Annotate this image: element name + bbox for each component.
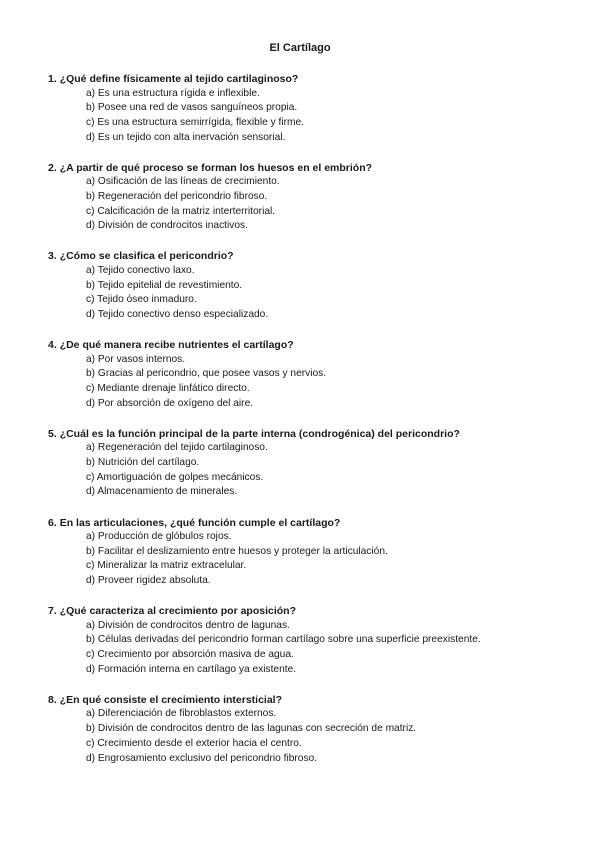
option-a: a) Diferenciación de fibroblastos externos. [86, 708, 277, 720]
option-a: a) Producción de glóbulos rojos. [86, 531, 232, 543]
question-text: ¿De qué manera recibe nutrientes el cartílago? [59, 339, 294, 352]
question [48, 427, 568, 500]
question-text: ¿Cuál es la función principal de la parte interna (condrogénica) del pericondrio? [59, 427, 460, 440]
option-c: c) Crecimiento por absorción masiva de agua. [86, 649, 294, 661]
question [48, 161, 568, 234]
option-a: a) Es una estructura rígida e inflexible. [86, 87, 260, 99]
option-list [48, 619, 568, 678]
option-d: d) Proveer rigidez absoluta. [86, 575, 211, 587]
option-d: d) División de condrocitos inactivos. [86, 220, 248, 232]
question-heading [48, 516, 568, 531]
option-list [48, 87, 568, 146]
option-a: a) Osificación de las líneas de crecimiento. [86, 176, 280, 188]
question-number: 7. [48, 605, 57, 618]
question-text: ¿En qué consiste el crecimiento intersticial? [59, 693, 283, 706]
page-title: El Cartílago [269, 42, 331, 54]
option-d: d) Engrosamiento exclusivo del pericondrio fibroso. [86, 752, 318, 764]
option-a: a) Regeneración del tejido cartilaginoso. [86, 442, 268, 454]
question-number: 1. [48, 73, 57, 85]
option-d: d) Formación interna en cartílago ya existente. [86, 663, 297, 675]
option-b: b) Facilitar el deslizamiento entre huesos y proteger la articulación. [86, 545, 388, 557]
question [48, 516, 568, 589]
option-list [48, 441, 568, 500]
option-list [48, 353, 568, 412]
question-heading [48, 72, 568, 87]
option-d: d) Almacenamiento de minerales. [86, 486, 238, 498]
option-list [48, 530, 568, 589]
option-b: b) Nutrición del cartílago. [86, 457, 200, 469]
option-c: c) Mediante drenaje linfático directo. [86, 383, 250, 395]
question [48, 338, 568, 411]
option-a: a) División de condrocitos dentro de lagunas. [86, 619, 290, 631]
question-text: ¿Qué define físicamente al tejido cartilaginoso? [59, 73, 299, 85]
question-heading [48, 693, 568, 708]
question-heading [48, 338, 568, 353]
option-c: c) Calcificación de la matriz interterritorial. [86, 205, 276, 217]
question-number: 4. [48, 339, 57, 352]
option-c: c) Mineralizar la matriz extracelular. [86, 560, 247, 572]
option-b: b) Células derivadas del pericondrio forman cartílago sobre una superficie preexistente. [86, 634, 481, 646]
question [48, 693, 568, 766]
question-number: 2. [48, 161, 57, 174]
option-b: b) Gracias al pericondrio, que posee vasos y nervios. [86, 368, 327, 380]
option-b: b) Posee una red de vasos sanguíneos propia. [86, 102, 298, 114]
question-text: En las articulaciones, ¿qué función cumple el cartílago? [59, 516, 341, 529]
question-number: 5. [48, 427, 57, 440]
question-text: ¿A partir de qué proceso se forman los huesos en el embrión? [59, 161, 373, 174]
question [48, 72, 568, 145]
option-b: b) Tejido epitelial de revestimiento. [86, 279, 243, 291]
option-d: d) Tejido conectivo denso especializado. [86, 309, 269, 321]
option-d: d) Es un tejido con alta inervación sensorial. [86, 131, 286, 143]
question-heading [48, 427, 568, 442]
option-list [48, 707, 568, 766]
question-list [48, 72, 568, 782]
option-list [48, 264, 568, 323]
question-heading [48, 161, 568, 176]
option-a: a) Por vasos internos. [86, 353, 186, 365]
option-c: c) Amortiguación de golpes mecánicos. [86, 471, 264, 483]
question-heading [48, 604, 568, 619]
question-number: 8. [48, 693, 57, 706]
question-text: ¿Qué caracteriza al crecimiento por aposición? [59, 605, 297, 618]
question [48, 604, 568, 677]
option-b: b) División de condrocitos dentro de las lagunas con secreción de matriz. [86, 723, 417, 735]
option-c: c) Tejido óseo inmaduro. [86, 294, 197, 306]
question-heading [48, 249, 568, 264]
option-a: a) Tejido conectivo laxo. [86, 264, 195, 276]
option-list [48, 175, 568, 234]
question-text: ¿Cómo se clasifica el pericondrio? [59, 250, 234, 263]
option-d: d) Por absorción de oxígeno del aire. [86, 397, 254, 409]
question-number: 3. [48, 250, 57, 263]
option-b: b) Regeneración del pericondrio fibroso. [86, 190, 268, 202]
option-c: c) Crecimiento desde el exterior hacia el centro. [86, 737, 302, 749]
question [48, 249, 568, 322]
question-number: 6. [48, 516, 57, 529]
option-c: c) Es una estructura semirrígida, flexible y firme. [86, 116, 304, 128]
